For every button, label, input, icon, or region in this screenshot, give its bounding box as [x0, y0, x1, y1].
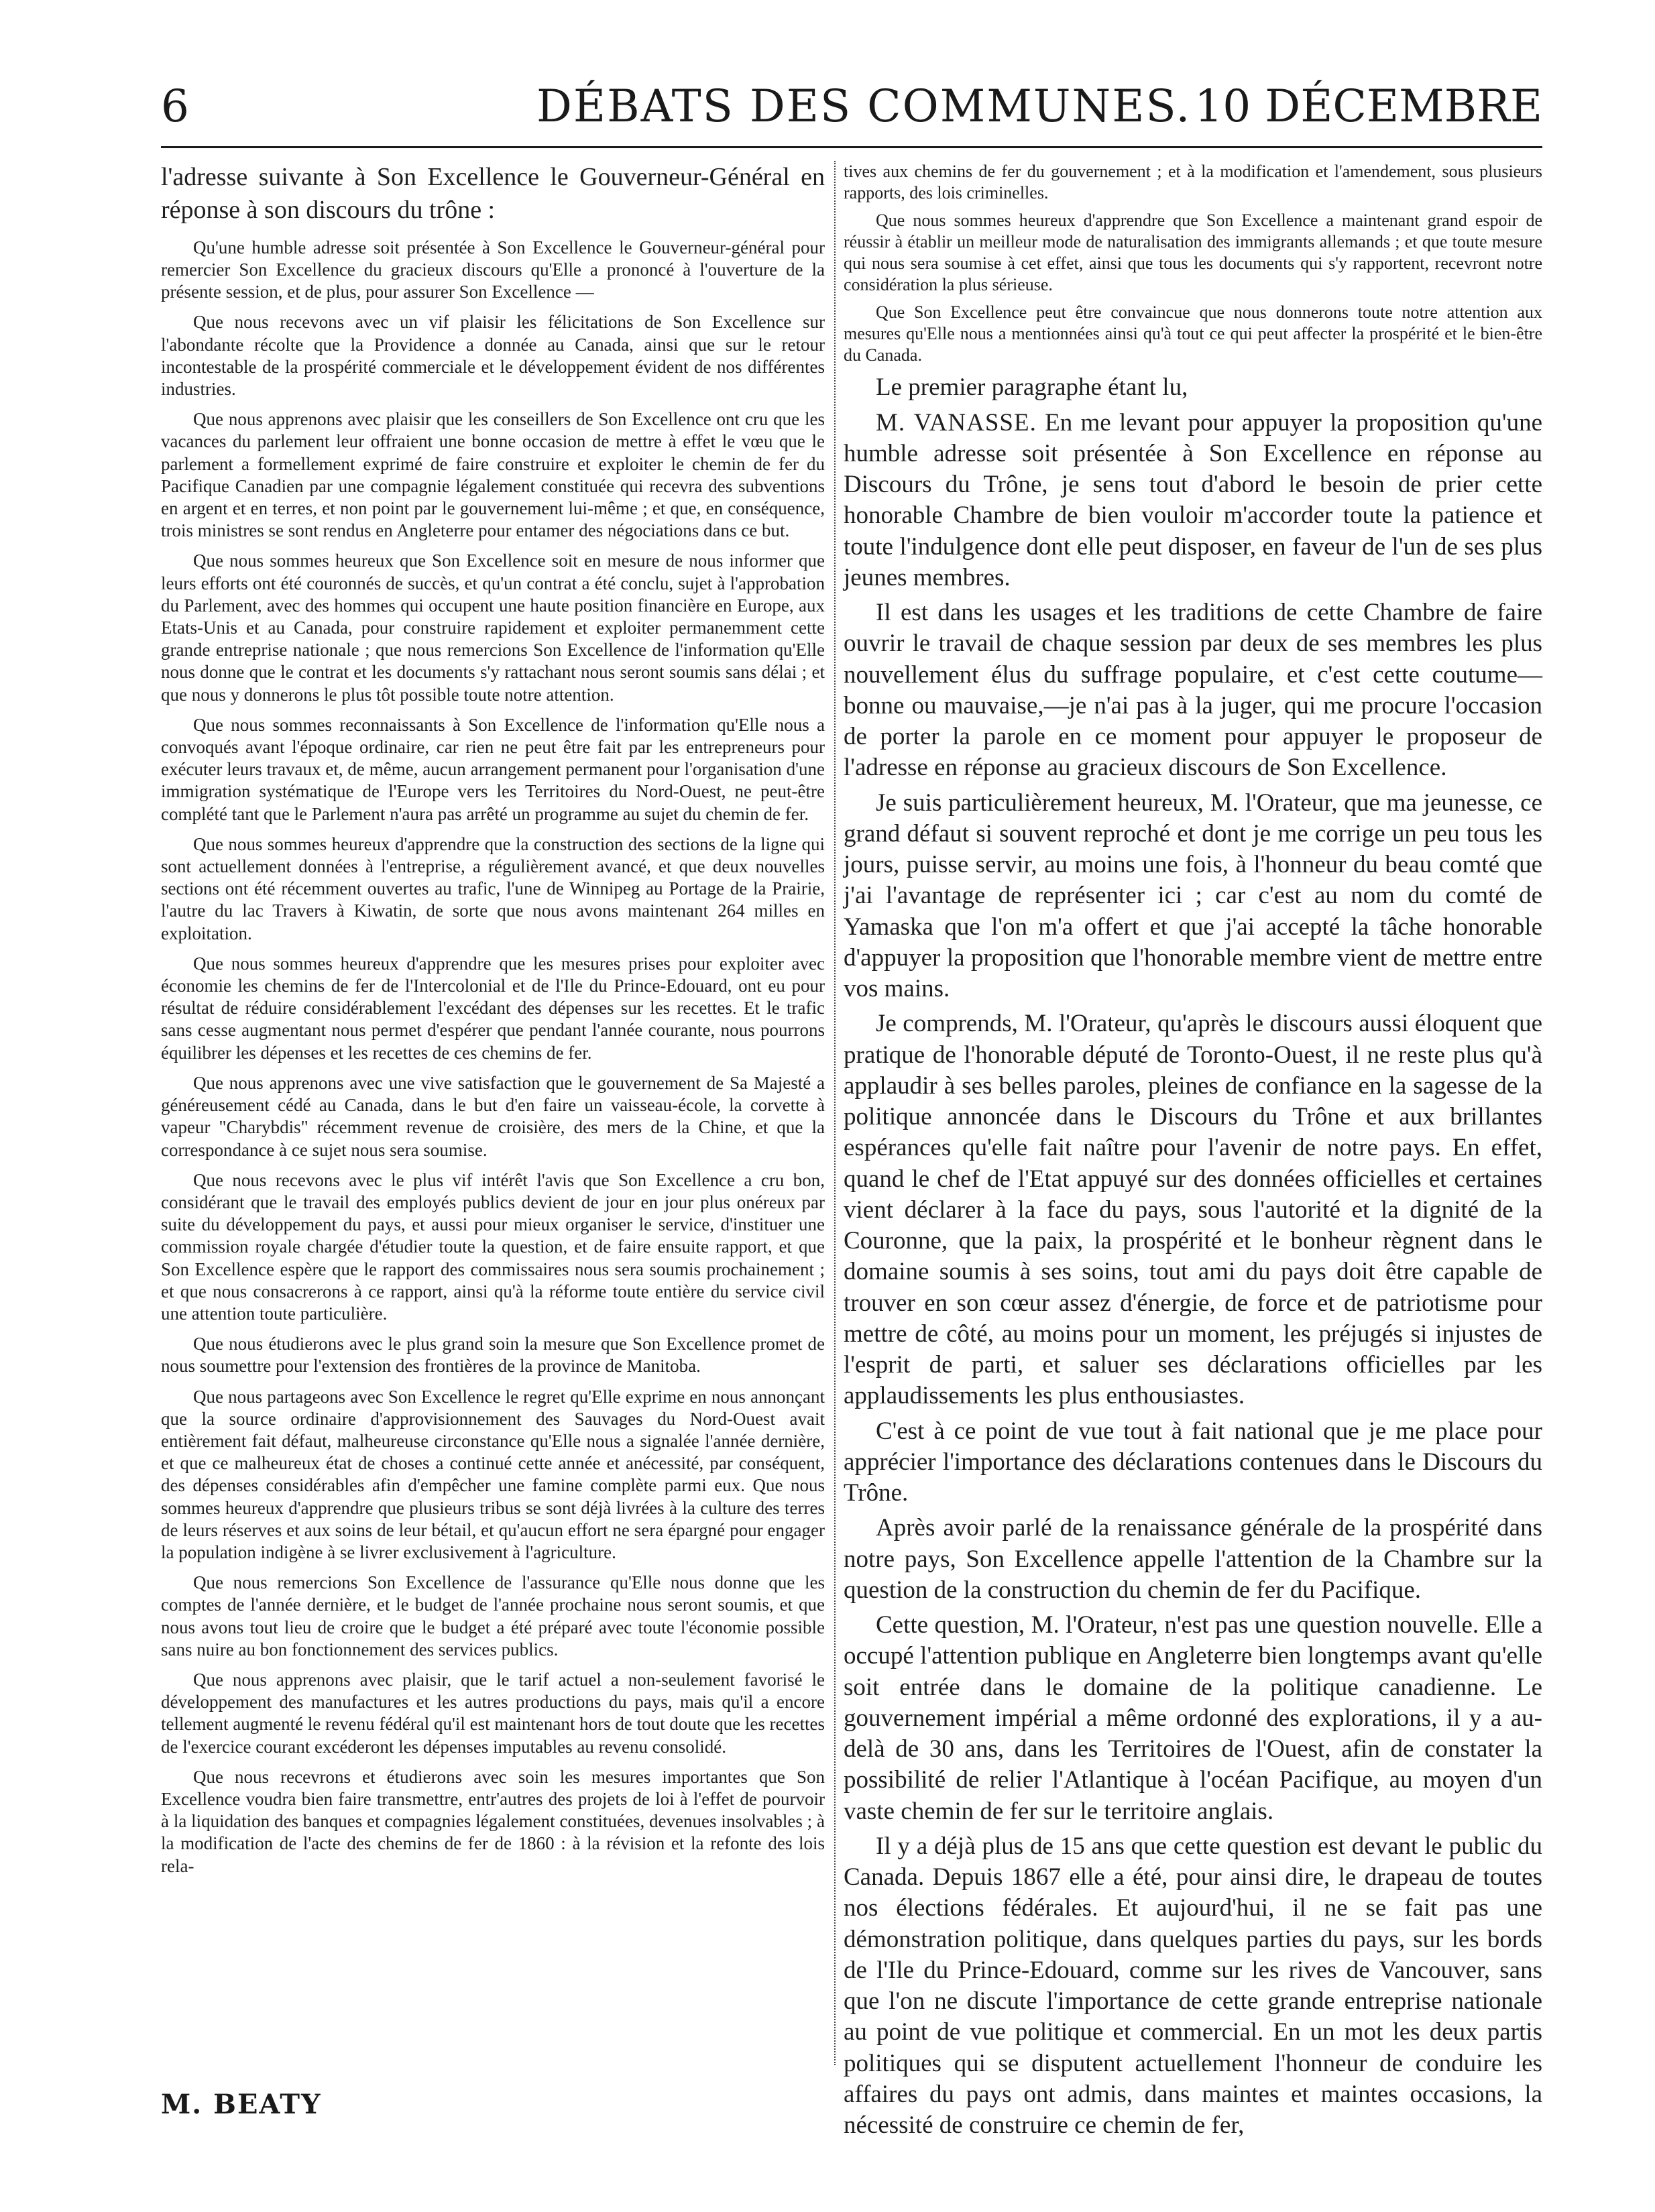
left-paragraph: Que nous étudierons avec le plus grand soin la mesure que Son Excellence promet de nous soumettre pour l'extension des frontières de la province de Manitoba. [161, 1334, 825, 1377]
speech-paragraph: C'est à ce point de vue tout à fait national que je me place pour apprécier l'importance des déclarations contenues dans le Discours du Trône. [844, 1417, 1542, 1507]
left-paragraph: Que nous sommes heureux d'apprendre que les mesures prises pour exploiter avec économie les chemins de fer de l'Intercolonial et de l'Ile du Prince-Edouard, ont eu pour résultat de réduire considérablement l'excédant des dépenses sur les recettes. Et le trafic sans cesse augmentant nous permet d'espérer que pendant l'année courante, nous pourrons équilibrer les dépenses et les recettes de ces chemins de fer. [161, 953, 825, 1063]
column-divider [834, 161, 836, 2065]
speech-paragraph: Il y a déjà plus de 15 ans que cette question est devant le public du Canada. Depuis 1867 elle a été, pour ainsi dire, le drapeau de toutes nos élections fédérales. Et aujourd'hui, il ne se fait pas une démonstration politique, dans quelques parties du pays, sur les bords de l'Ile du Prince-Edouard, comme sur les rives de Vancouver, sans que l'on ne discute l'importance de cette grande entreprise nationale au point de vue politique et commercial. En un mot les deux partis politiques qui se disputent actuellement l'honneur de conduire les affaires du pays ont admis, dans maintes et maintes occasions, la nécessité de construire ce chemin de fer, [844, 1832, 1542, 2140]
speech-paragraph: Cette question, M. l'Orateur, n'est pas une question nouvelle. Elle a occupé l'attention publique en Angleterre bien longtemps avant qu'elle soit entrée dans le domaine de la politique canadienne. Le gouvernement impérial a même ordonné des explorations, il y a au-delà de 30 ans, dans les Territoires de l'Ouest, afin de constater la possibilité de relier l'Atlantique à l'océan Pacifique, au moyen d'un vaste chemin de fer sur le territoire anglais. [844, 1611, 1542, 1825]
left-paragraph: Que nous recevrons et étudierons avec soin les mesures importantes que Son Excellence voudra bien faire transmettre, entr'autres des projets de loi à l'effet de pourvoir à la liquidation des banques et compagnies légalement constituées, devenues insolvables ; à la modification de l'acte des chemins de fer de 1860 : à la révision et la refonte des lois rela- [161, 1766, 825, 1876]
page-title: DÉBATS DES COMMUNES. [536, 80, 1192, 132]
left-paragraph: Que nous sommes heureux d'apprendre que la construction des sections de la ligne qui sont actuellement données à l'entreprise, a régulièrement avancé, et que deux nouvelles sections ont été récemment ouvertes au trafic, l'une de Winnipeg au Portage de la Prairie, l'autre du lac Travers à Kiwatin, de sorte que nous avons maintenant 264 milles en exploitation. [161, 833, 825, 943]
speech-opening [844, 408, 1542, 594]
speech-paragraph: Je suis particulièrement heureux, M. l'Orateur, que ma jeunesse, ce grand défaut si souvent reproché et dont je me corrige un peu tous les jours, puisse servir, au moins une fois, à l'honneur du beau comté que j'ai l'avantage de représenter ici ; car c'est au nom du comté de Yamaska que l'on m'a offert et que j'ai accepté la tâche honorable d'appuyer la proposition que l'honorable membre vient de mettre entre vos mains. [844, 789, 1542, 1003]
page-number: 6 [161, 80, 189, 132]
left-paragraph: Que nous recevons avec le plus vif intérêt l'avis que Son Excellence a cru bon, considérant que le travail des employés publics devient de jour en jour plus onéreux par suite du développement du pays, et aussi pour mieux organiser le service, d'instituer une commission royale chargée d'étudier toute la question, et de faire ensuite rapport, et que Son Excellence espère que le rapport des commissaires nous sera soumis prochainement ; et que nous consacrerons à ce rapport, ainsi qu'à la réforme toute entière du service civil une attention toute particulière. [161, 1169, 825, 1324]
left-paragraph: Que nous apprenons avec plaisir, que le tarif actuel a non-seulement favorisé le développement des manufactures et les autres productions du pays, mais qu'il a encore tellement augmenté le revenu fédéral qu'il est maintenant hors de tout doute que les recettes de l'exercice courant excéderont les dépenses imputables au revenu consolidé. [161, 1669, 825, 1757]
left-paragraph: Que nous remercions Son Excellence de l'assurance qu'Elle nous donne que les comptes de l'année dernière, et le budget de l'année prochaine nous seront soumis, et que nous avons tout lieu de croire que le budget a été préparé avec toute l'économie possible sans nuire au bon fonctionnement des services publics. [161, 1572, 825, 1660]
header-rule [161, 146, 1542, 148]
reading-note: Le premier paragraphe étant lu, [876, 373, 1188, 402]
speech-first-text: En me levant pour appuyer la proposition qu'une humble adresse soit présentée à Son Excellence en réponse au Discours du Trône, je sens tout d'abord le besoin de prier cette honorable Chambre de bien vouloir m'accorder toute la patience et toute l'indulgence dont elle peut disposer, en faveur de l'un de ses plus jeunes membres. [844, 408, 1542, 591]
left-paragraph: Que nous apprenons avec plaisir que les conseillers de Son Excellence ont cru que les vacances du parlement leur offraient une bonne occasion de mettre à effet le vœu que le parlement a formellement exprimé de faire construire et exploiter le chemin de fer du Pacifique Canadien par une compagnie légalement constituée qui recevra des subventions en argent et en terres, et non point par le gouvernement lui-même ; et que, en conséquence, trois ministres se sont rendus en Angleterre pour entamer des négociations dans ce but. [161, 409, 825, 541]
page-date: 10 DÉCEMBRE [1194, 80, 1542, 132]
right-small-paragraph: Que nous sommes heureux d'apprendre que Son Excellence a maintenant grand espoir de réussir à établir un meilleur mode de naturalisation des immigrants allemands ; et que toute mesure qui nous sera soumise à cet effet, ainsi que tous les documents qui s'y rapportent, recevront notre considération la plus sérieuse. [844, 211, 1542, 294]
left-paragraph: Que nous partageons avec Son Excellence le regret qu'Elle exprime en nous annonçant que la source ordinaire d'approvisionnement des Sauvages du Nord-Ouest avait entièrement fait défaut, malheureuse circonstance qu'Elle nous a signalée l'année dernière, et que ce malheureux état de choses a continué cette année et anécessité, par conséquent, des dépenses considérables afin d'empêcher une famine complète parmi eux. Que nous sommes heureux d'apprendre que plusieurs tribus se sont déjà livrées à la culture des terres de leurs réserves et aux soins de leur bétail, et qu'aucun effort ne sera épargné pour engager la population indigène à se livrer exclusivement à l'agriculture. [161, 1386, 825, 1562]
right-column [844, 161, 1542, 2145]
speaker-name: M. VANASSE. [876, 408, 1037, 436]
left-paragraph: Que nous sommes reconnaissants à Son Excellence de l'information qu'Elle nous a convoqués avant l'époque ordinaire, car rien ne peut être fait par les entrepreneurs pour exécuter leurs travaux et, de même, aucun arrangement permanent pour l'organisation d'une immigration systématique de l'Europe vers les Territoires du Nord-Ouest, ne peut-être complété tant que le Parlement n'aura pas arrêté un programme au sujet du chemin de fer. [161, 714, 825, 824]
left-paragraph: Qu'une humble adresse soit présentée à Son Excellence le Gouverneur-général pour remercier Son Excellence du gracieux discours qu'Elle a prononcé à l'ouverture de la présente session, et de plus, pour assurer Son Excellence — [161, 237, 825, 302]
left-intro: l'adresse suivante à Son Excellence le Gouverneur-Général en réponse à son discours du trône : [161, 163, 825, 225]
right-small-paragraph: Que Son Excellence peut être convaincue que nous donnerons toute notre attention aux mesures qu'Elle nous a mentionnées ainsi qu'à tout ce qui peut affecter la prospérité et le bien-être du Canada. [844, 302, 1542, 365]
signature: M. BEATY [161, 2089, 322, 2120]
left-paragraph: Que nous recevons avec un vif plaisir les félicitations de Son Excellence sur l'abondante récolte que la Providence a donnée au Canada, ainsi que sur le retour incontestable de la prospérité commerciale et le développement évident de nos différentes industries. [161, 312, 825, 399]
speech-paragraph: Je comprends, M. l'Orateur, qu'après le discours aussi éloquent que pratique de l'honorable député de Toronto-Ouest, il ne reste plus qu'à applaudir à ses belles paroles, pleines de confiance en la sagesse de la politique annoncée dans le Discours du Trône et aux brillantes espérances qu'elle fait naître pour l'avenir de notre pays. En effet, quand le chef de l'Etat appuyé sur des données officielles et certaines vient déclarer à la face du pays, sous l'autorité et la dignité de la Couronne, que la paix, la prospérité et le bonheur règnent dans le domaine soumis à ses soins, tout ami du pays doit être capable de trouver en son cœur assez d'énergie, de force et de patriotisme pour mettre de côté, au moins pour un moment, les préjugés si injustes de l'esprit de parti, et saluer ses déclarations officielles par les applaudissements les plus enthousiastes. [844, 1010, 1542, 1410]
right-small-paragraph: tives aux chemins de fer du gouvernement ; et à la modification et l'amendement, sous plusieurs rapports, des lois criminelles. [844, 162, 1542, 202]
left-paragraph: Que nous apprenons avec une vive satisfaction que le gouvernement de Sa Majesté a généreusement cédé au Canada, dans le but d'en faire un vaisseau-école, la corvette à vapeur "Charybdis" récemment revenue de croisière, des mers de la Chine, et que la correspondance à ce sujet nous sera soumise. [161, 1072, 825, 1160]
speech-paragraph: Il est dans les usages et les traditions de cette Chambre de faire ouvrir le travail de chaque session par deux de ses membres les plus nouvellement élus du suffrage populaire, et c'est cette coutume—bonne ou mauvaise,—je n'ai pas à la juger, qui me procure l'occasion de porter la parole en ce moment pour appuyer le proposeur de l'adresse en réponse au gracieux discours de Son Excellence. [844, 599, 1542, 782]
left-paragraph: Que nous sommes heureux que Son Excellence soit en mesure de nous informer que leurs efforts ont été couronnés de succès, et qu'un contrat a été conclu, sujet à l'approbation du Parlement, avec des hommes qui occupent une haute position financière en Europe, aux Etats-Unis et au Canada, pour construire rapidement et exploiter permanemment cette grande entreprise nationale ; que nous remercions Son Excellence de l'information qu'Elle nous donne que le contrat et les documents s'y rattachant nous seront soumis sans délai ; et que nous y donnerons le plus tôt possible toute notre attention. [161, 550, 825, 705]
left-column [161, 161, 825, 1885]
speech-paragraph: Après avoir parlé de la renaissance générale de la prospérité dans notre pays, Son Excellence appelle l'attention de la Chambre sur la question de la construction du chemin de fer du Pacifique. [844, 1514, 1542, 1604]
page-header [161, 80, 1542, 141]
